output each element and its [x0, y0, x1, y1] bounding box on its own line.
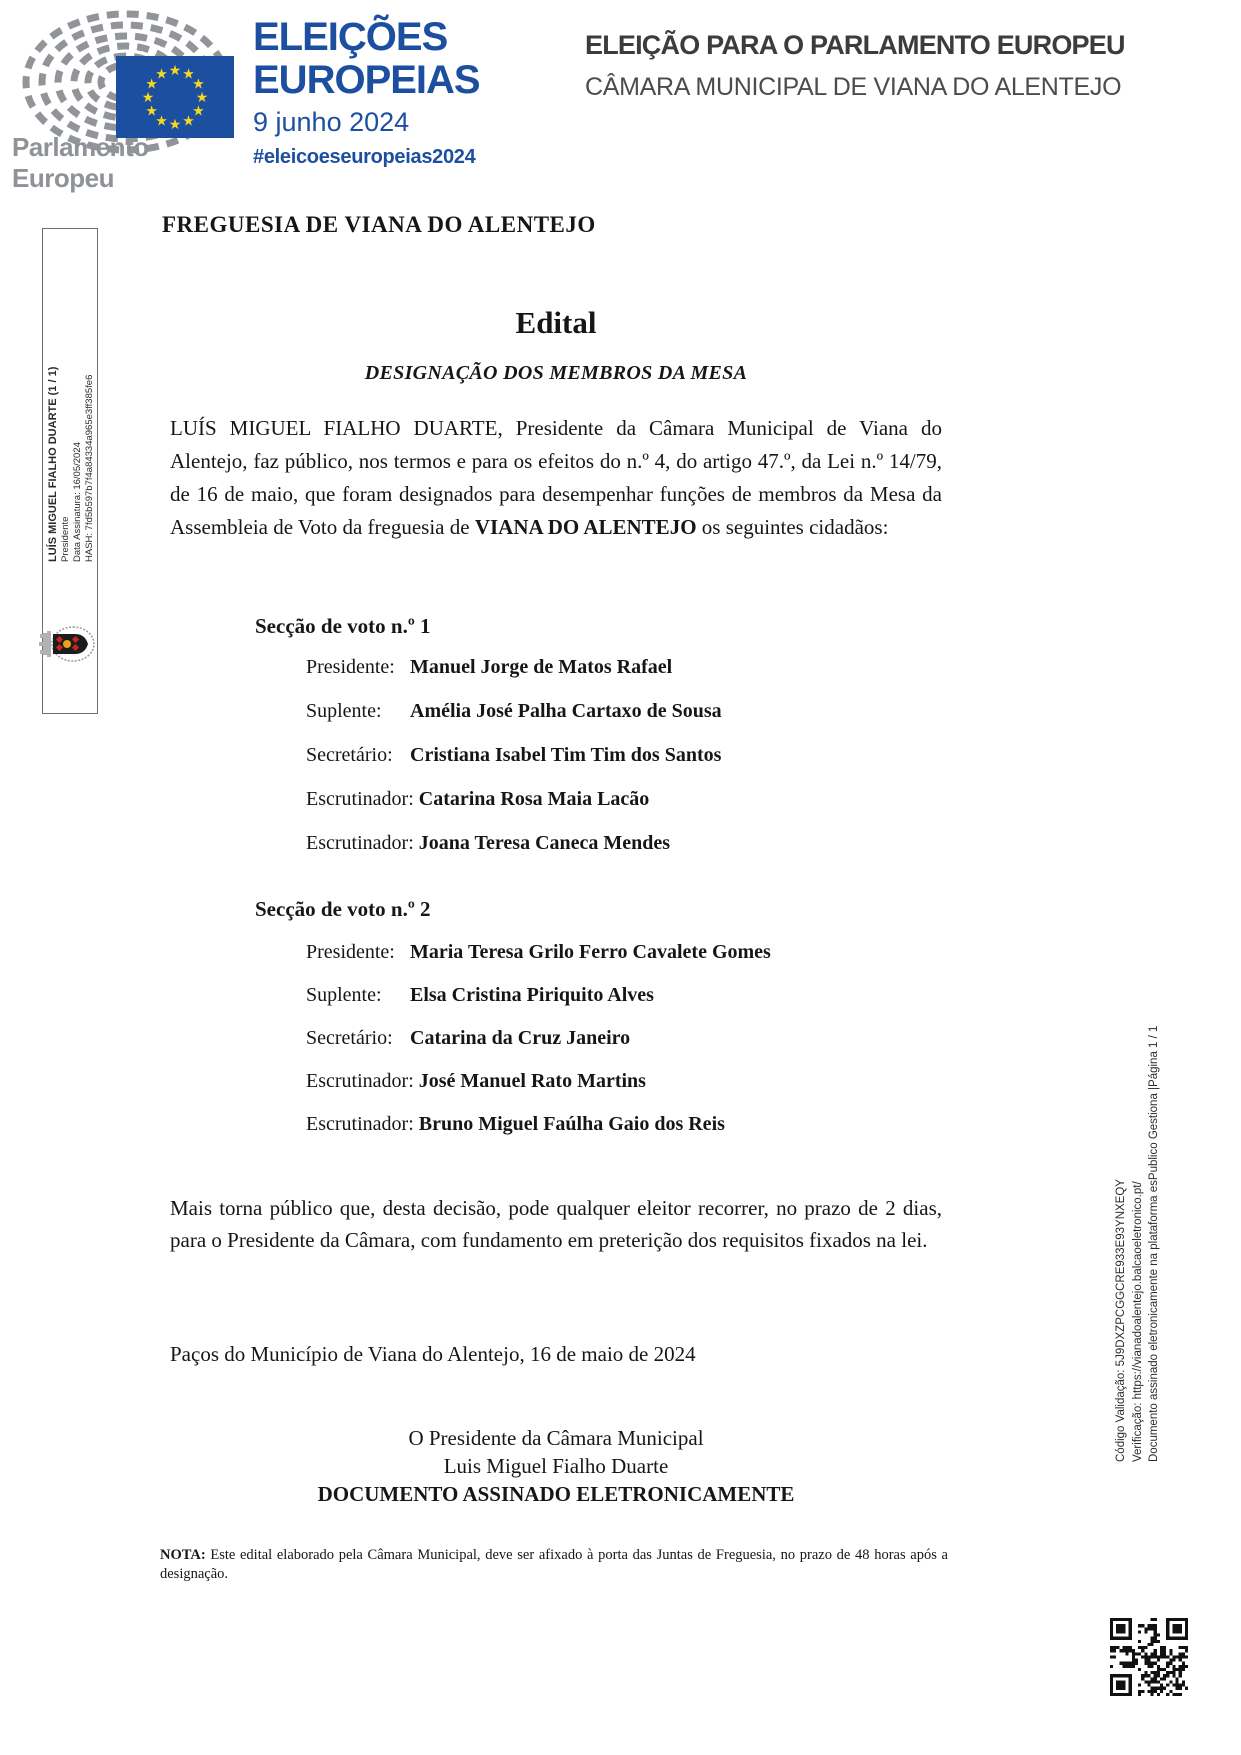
- svg-text:★: ★: [192, 103, 205, 120]
- validation-url: Verificação: https://vianadoalentejo.balcaoeletronico.pt/: [1131, 1181, 1144, 1462]
- member-row: [306, 984, 946, 1027]
- elections-title-line1: ELEIÇÕES: [253, 15, 448, 59]
- member-name: Catarina Rosa Maia Lacão: [418, 788, 650, 810]
- signature-title: O Presidente da Câmara Municipal: [408, 1426, 704, 1450]
- intro-paragraph: [170, 412, 942, 544]
- svg-text:★: ★: [195, 90, 209, 106]
- eu-flag-icon: [116, 56, 234, 138]
- edital-subtitle: DESIGNAÇÃO DOS MEMBROS DA MESA: [364, 362, 748, 384]
- svg-text:★: ★: [168, 117, 182, 133]
- member-row: [306, 1070, 946, 1113]
- member-role: Secretário:: [306, 1027, 393, 1049]
- svg-text:★: ★: [145, 76, 158, 93]
- member-name: Elsa Cristina Piriquito Alves: [410, 984, 654, 1006]
- municipal-seal-icon: [39, 621, 103, 667]
- member-name: Maria Teresa Grilo Ferro Cavalete Gomes: [410, 941, 771, 963]
- signature-date: Data Assinatura: 16/05/2024: [72, 442, 83, 562]
- svg-text:★: ★: [155, 66, 168, 83]
- member-role: Escrutinador:: [306, 788, 414, 810]
- member-name: Catarina da Cruz Janeiro: [410, 1027, 631, 1049]
- intro-pre: LUÍS MIGUEL FIALHO DUARTE, Presidente da Câmara Municipal de Viana do Alentejo, faz público, nos termos e para os efeitos do n.º 4, do artigo 47.º, da Lei n.º 14/79, de 16 de maio, que foram designados para desempenhar funções de membros da Mesa da Assembleia de Voto da freguesia de: [170, 416, 942, 539]
- signature-hash: HASH: 7fd5b597b7f4a84334a965e3ff385fe6: [84, 374, 95, 562]
- election-hashtag: #eleicoeseuropeias2024: [253, 146, 476, 168]
- svg-text:★: ★: [141, 90, 155, 106]
- edital-title: Edital: [515, 305, 597, 340]
- nota-label: NOTA:: [160, 1547, 206, 1563]
- svg-text:★: ★: [192, 76, 205, 93]
- elections-lockup: [253, 16, 480, 169]
- svg-text:★: ★: [182, 66, 195, 83]
- member-role: Escrutinador:: [306, 1070, 414, 1092]
- section-1-rows: [306, 656, 946, 876]
- intro-bold: VIANA DO ALENTEJO: [474, 515, 697, 539]
- member-name: Amélia José Palha Cartaxo de Sousa: [410, 700, 722, 722]
- member-row: [306, 788, 946, 832]
- parlamento-europeu-wordmark: Parlamento Europeu: [12, 132, 149, 193]
- member-name: José Manuel Rato Martins: [418, 1070, 646, 1092]
- member-role: Suplente:: [306, 700, 382, 722]
- place-and-date: Paços do Município de Viana do Alentejo, 16 de maio de 2024: [170, 1342, 696, 1366]
- closing-paragraph: Mais torna público que, desta decisão, pode qualquer eleitor recorrer, no prazo de 2 dias, para o Presidente da Câmara, com fundamento em preterição dos requisitos fixados na lei.: [170, 1196, 942, 1252]
- member-role: Suplente:: [306, 984, 382, 1006]
- member-row: [306, 656, 946, 700]
- signature-name: Luis Miguel Fialho Duarte: [443, 1454, 669, 1478]
- member-role: Escrutinador:: [306, 1113, 414, 1135]
- member-role: Secretário:: [306, 744, 393, 766]
- member-row: [306, 744, 946, 788]
- svg-text:★: ★: [182, 113, 195, 130]
- signature-block: [170, 1424, 942, 1508]
- election-date: 9 junho 2024: [253, 107, 410, 137]
- freguesia-heading: FREGUESIA DE VIANA DO ALENTEJO: [162, 212, 596, 237]
- signature-strip-text: [47, 240, 96, 562]
- header-right: [585, 30, 1125, 102]
- member-row: [306, 1027, 946, 1070]
- member-row: [306, 700, 946, 744]
- section-2-heading: Secção de voto n.º 2: [255, 897, 431, 921]
- header-title: ELEIÇÃO PARA O PARLAMENTO EUROPEU: [585, 30, 1125, 60]
- svg-text:★: ★: [168, 63, 182, 79]
- member-row: [306, 941, 946, 984]
- member-role: Presidente:: [306, 656, 395, 678]
- member-name: Bruno Miguel Faúlha Gaio dos Reis: [418, 1113, 725, 1135]
- signer-role: Presidente: [60, 516, 71, 562]
- member-role: Escrutinador:: [306, 832, 414, 854]
- qr-code: [1110, 1618, 1188, 1696]
- header-subtitle: CÂMARA MUNICIPAL DE VIANA DO ALENTEJO: [585, 73, 1122, 101]
- signature-electronic-note: DOCUMENTO ASSINADO ELETRONICAMENTE: [317, 1482, 795, 1506]
- intro-post: os seguintes cidadãos:: [696, 515, 889, 539]
- member-name: Joana Teresa Caneca Mendes: [418, 832, 671, 854]
- member-row: [306, 1113, 946, 1156]
- member-row: [306, 832, 946, 876]
- section-1-heading: Secção de voto n.º 1: [255, 614, 431, 638]
- validation-code: Código Validação: 5J9DXZPCGGCRE933E93YNXEQY: [1115, 1179, 1127, 1462]
- section-2-rows: [306, 941, 946, 1156]
- member-name: Manuel Jorge de Matos Rafael: [410, 656, 673, 678]
- signer-name: LUÍS MIGUEL FIALHO DUARTE (1 / 1): [47, 366, 59, 562]
- nota-text: Este edital elaborado pela Câmara Municipal, deve ser afixado à porta das Juntas de Freguesia, no prazo de 48 horas após a designação.: [160, 1547, 948, 1582]
- member-name: Cristiana Isabel Tim Tim dos Santos: [410, 744, 722, 766]
- elections-title-line2: EUROPEIAS: [253, 58, 480, 102]
- svg-text:★: ★: [145, 103, 158, 120]
- member-role: Presidente:: [306, 941, 395, 963]
- nota-footer: [160, 1546, 948, 1584]
- svg-text:★: ★: [155, 113, 168, 130]
- validation-strip: [1113, 1010, 1163, 1462]
- validation-platform: Documento assinado eletronicamente na plataforma esPublico Gestiona |Página 1 / 1: [1148, 1025, 1160, 1462]
